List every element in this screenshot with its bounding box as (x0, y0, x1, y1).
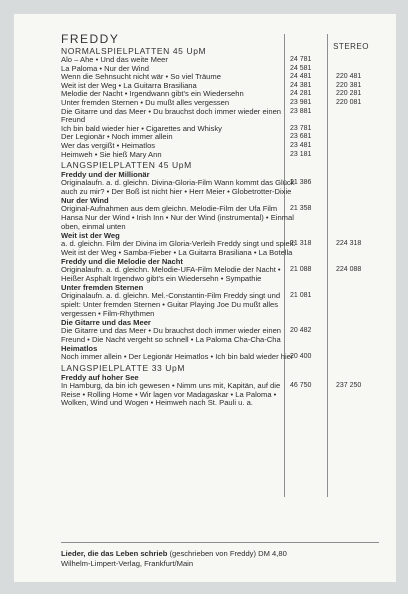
record-tracks: Originalaufn. a. d. gleichn. Mel.-Constantin-Film Freddy singt und spielt: Unter fremden Sternen • Guitar Playing Joe Du mußt alles vergessen • Film-Rhythmen (61, 291, 281, 318)
catalog-number: 24 381 (290, 81, 312, 89)
stereo-catalog-number: 220 081 (336, 98, 362, 106)
record-tracks: Originalaufn. a. d. gleichn. Melodie-UFA-Film Melodie der Nacht • Heißer Asphalt Irgendwo gibt's ein Wiedersehn • Sympathie (61, 265, 281, 283)
catalog-number: 23 881 (290, 107, 312, 115)
record-tracks: Der Legionär • Noch immer allein (61, 132, 173, 142)
catalog-number: 23 481 (290, 141, 312, 149)
publisher: Wilhelm-Limpert-Verlag, Frankfurt/Main (61, 559, 194, 568)
catalog-content (61, 32, 381, 408)
record-entry (61, 344, 381, 362)
stereo-catalog-number: 237 250 (336, 382, 362, 390)
book-title: Lieder, die das Leben schrieb (61, 549, 168, 558)
record-entry (61, 318, 381, 344)
section-title: NORMALSPIELPLATTEN 45 UpM (61, 46, 207, 56)
stereo-catalog-number: 224 318 (336, 240, 362, 248)
catalog-number: 21 358 (290, 205, 312, 213)
record-tracks: Heimweh • Sie hieß Mary Ann (61, 149, 162, 159)
record-tracks: Die Gitarre und das Meer • Du brauchst doch immer wieder einen Freund • Die Nacht vergeht so schnell • La Paloma Cha-Cha-Cha (61, 326, 282, 344)
stereo-catalog-number: 220 281 (336, 90, 362, 98)
record-tracks: a. d. gleichn. Film der Divina im Gloria-Verleih Freddy singt und spielt: Weit ist der Weg • Samba-Fieber • La Guitarra Brasiliana • La Botella (61, 239, 296, 257)
record-entry (61, 151, 381, 160)
record-tracks: In Hamburg, da bin ich gewesen • Nimm uns mit, Kapitän, auf die Reise • Rolling Home • Wir lagen vor Madagaskar • La Paloma • Wolken, Wind und Wogen • Heimweh nach St. Pauli u. a. (61, 381, 281, 408)
record-entry (61, 373, 381, 408)
section-title: LANGSPIELPLATTE 33 UpM (61, 363, 186, 374)
record-entry (61, 257, 381, 283)
stereo-catalog-number: 220 481 (336, 73, 362, 81)
catalog-number: 21 081 (290, 292, 312, 300)
record-entry (61, 108, 381, 125)
record-tracks: Unter fremden Sternen • Du mußt alles vergessen (61, 97, 230, 107)
record-title: Weit ist der Weg (61, 231, 120, 241)
catalog-number: 24 281 (290, 90, 312, 98)
artist-name: FREDDY (61, 32, 120, 46)
record-title: Die Gitarre und das Meer (61, 318, 151, 328)
record-sections (61, 46, 381, 408)
record-tracks: Weit ist der Weg • La Guitarra Brasiliana (61, 80, 197, 90)
catalog-number: 20 482 (290, 327, 312, 335)
catalog-card (14, 14, 396, 582)
record-tracks: Alo – Ahe • Und das weite Meer (61, 55, 168, 64)
record-tracks: Noch immer allein • Der Legionär Heimatlos • Ich bin bald wieder hier (61, 352, 294, 362)
record-entry (61, 196, 381, 231)
section-title: LANGSPIELPLATTEN 45 UpM (61, 160, 192, 171)
book-price: DM 4,80 (258, 549, 287, 558)
record-tracks: Ich bin bald wieder hier • Cigarettes and Whisky (61, 123, 222, 133)
stereo-catalog-number: 224 088 (336, 266, 362, 274)
record-title: Freddy auf hoher See (61, 373, 139, 383)
catalog-number: 24 581 (290, 64, 312, 72)
catalog-number: 46 750 (290, 382, 312, 390)
record-tracks: La Paloma • Nur der Wind (61, 63, 149, 73)
record-title: Nur der Wind (61, 196, 109, 206)
record-tracks: Melodie der Nacht • Irgendwann gibt's ein Wiedersehn (61, 89, 244, 99)
record-tracks: Originalaufn. a. d. gleichn. Divina-Gloria-Film Wann kommt das Glück auch zu mir? • Der Boß ist nicht hier • Herr Meier • Globetrotter-Dixie (61, 178, 295, 196)
record-entry (61, 231, 381, 257)
record-tracks: Original-Aufnahmen aus dem gleichn. Melodie-Film der Ufa Film Hansa Nur der Wind • Irish Inn • Nur der Wind (instrumental) • Einmal oben, einmal unten (61, 204, 294, 231)
catalog-number: 24 781 (290, 56, 312, 63)
catalog-number: 23 981 (290, 98, 312, 106)
record-title: Freddy und der Millionär (61, 170, 150, 180)
stereo-catalog-number: 220 381 (336, 81, 362, 89)
record-title: Heimatlos (61, 344, 98, 354)
book-note: (geschrieben von Freddy) (169, 549, 257, 558)
record-entry (61, 283, 381, 318)
record-title: Freddy und die Melodie der Nacht (61, 257, 183, 267)
record-title: Unter fremden Sternen (61, 283, 144, 293)
catalog-number: 21 318 (290, 240, 312, 248)
catalog-number: 21 386 (290, 179, 312, 187)
catalog-number: 23 681 (290, 133, 312, 141)
catalog-number: 23 781 (290, 124, 312, 132)
stereo-column-label: STEREO (333, 42, 369, 51)
catalog-number: 20 400 (290, 353, 312, 361)
record-entry (61, 170, 381, 196)
catalog-number: 24 481 (290, 73, 312, 81)
book-advert (61, 542, 379, 569)
catalog-number: 21 088 (290, 266, 312, 274)
record-tracks: Die Gitarre und das Meer • Du brauchst doch immer wieder einen Freund (61, 106, 282, 125)
record-tracks: Wer das vergißt • Heimatlos (61, 140, 156, 150)
catalog-number: 23 181 (290, 150, 312, 158)
record-tracks: Wenn die Sehnsucht nicht wär • So viel Träume (61, 72, 221, 82)
